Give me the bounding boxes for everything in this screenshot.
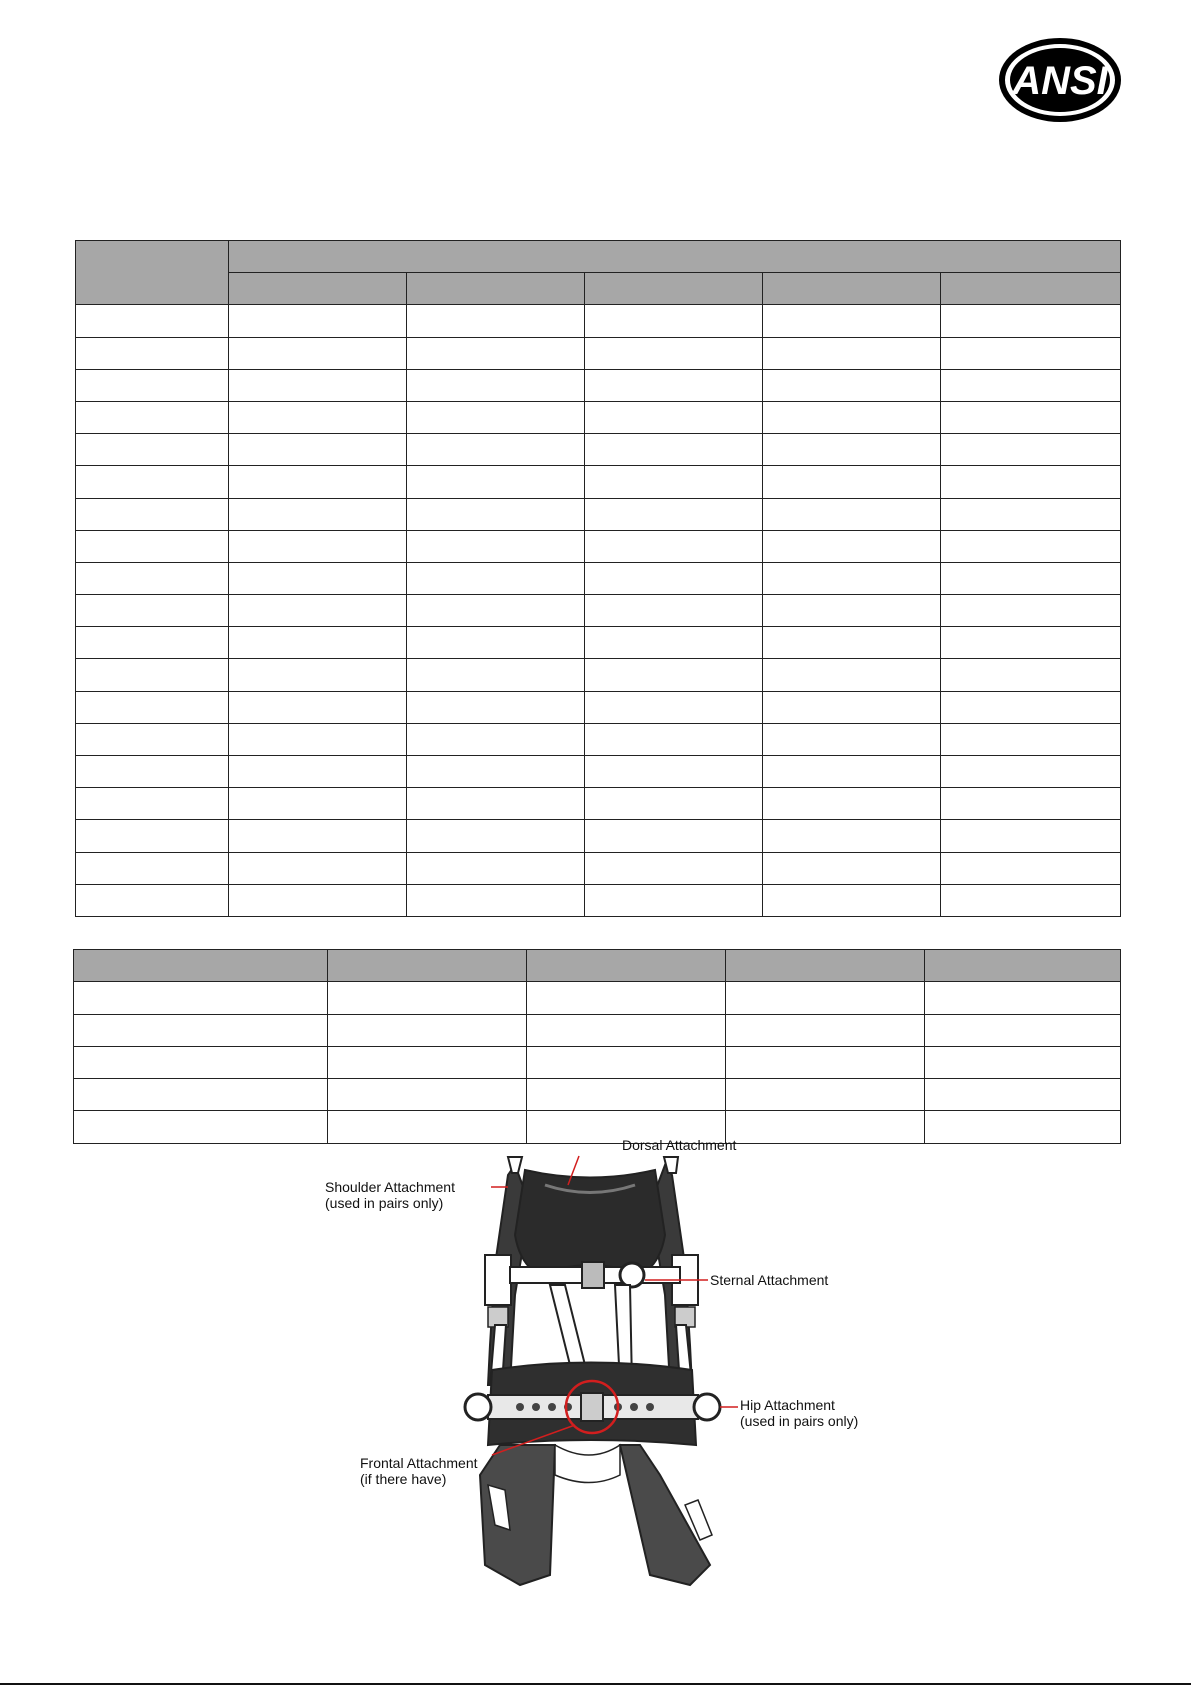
table-cell (229, 884, 407, 916)
table-cell (585, 820, 763, 852)
table-cell (763, 434, 941, 466)
table-cell (585, 401, 763, 433)
table-cell (229, 434, 407, 466)
table-cell (76, 595, 229, 627)
table-cell (585, 305, 763, 337)
table-cell (763, 498, 941, 530)
table-cell (763, 562, 941, 594)
table-cell (229, 530, 407, 562)
column-header (407, 273, 585, 305)
table-cell (941, 884, 1121, 916)
table-cell (229, 466, 407, 498)
table-cell (763, 627, 941, 659)
table-cell (941, 337, 1121, 369)
table-cell (585, 434, 763, 466)
table-row (74, 1079, 1121, 1111)
table-cell (76, 659, 229, 691)
table-row (76, 305, 1121, 337)
table-cell (328, 1079, 527, 1111)
table-cell (229, 852, 407, 884)
table-cell (763, 756, 941, 788)
shoulder-attachment-label: Shoulder Attachment (used in pairs only) (325, 1179, 455, 1211)
ansi-logo (998, 37, 1122, 123)
table-cell (941, 723, 1121, 755)
column-header (74, 950, 328, 982)
table-row (76, 498, 1121, 530)
column-header (229, 273, 407, 305)
table-cell (76, 466, 229, 498)
table-cell (229, 562, 407, 594)
table-cell (328, 1111, 527, 1143)
table-cell (74, 1079, 328, 1111)
group-header (229, 241, 1121, 273)
table-cell (925, 1111, 1121, 1143)
table-cell (229, 756, 407, 788)
table-cell (726, 1111, 925, 1143)
table-cell (585, 627, 763, 659)
table-cell (763, 723, 941, 755)
table-cell (941, 627, 1121, 659)
table-cell (229, 369, 407, 401)
table-cell (76, 498, 229, 530)
table-cell (407, 562, 585, 594)
table-cell (74, 1111, 328, 1143)
column-header (925, 950, 1121, 982)
table-cell (763, 691, 941, 723)
table-cell (76, 820, 229, 852)
table-cell (726, 1014, 925, 1046)
table-cell (763, 466, 941, 498)
harness-diagram (320, 1137, 900, 1615)
table-cell (763, 659, 941, 691)
table-cell (763, 305, 941, 337)
table-cell (74, 1014, 328, 1046)
table-row (76, 401, 1121, 433)
table-cell (941, 691, 1121, 723)
table-cell (229, 498, 407, 530)
table-row (76, 369, 1121, 401)
table-cell (76, 788, 229, 820)
table-cell (763, 401, 941, 433)
table-cell (941, 659, 1121, 691)
hip-attachment-label: Hip Attachment (used in pairs only) (740, 1397, 859, 1429)
table-cell (76, 627, 229, 659)
table-cell (585, 498, 763, 530)
column-header (328, 950, 527, 982)
table-cell (585, 852, 763, 884)
table-cell (407, 788, 585, 820)
table-cell (726, 982, 925, 1014)
frontal-attachment-label: Frontal Attachment (if there have) (360, 1455, 478, 1487)
table-row (76, 530, 1121, 562)
table-cell (76, 852, 229, 884)
table-cell (527, 1046, 726, 1078)
table-row (74, 982, 1121, 1014)
table-row (76, 820, 1121, 852)
main-table-body (76, 305, 1121, 917)
table-cell (763, 852, 941, 884)
table-cell (763, 884, 941, 916)
table-row (76, 627, 1121, 659)
table-cell (407, 466, 585, 498)
table-cell (925, 982, 1121, 1014)
table-cell (229, 401, 407, 433)
table-cell (407, 852, 585, 884)
table-cell (925, 1079, 1121, 1111)
table-cell (407, 595, 585, 627)
table-row (76, 595, 1121, 627)
table-cell (941, 788, 1121, 820)
harness-illustration (320, 1145, 900, 1615)
table-row (76, 756, 1121, 788)
table-header-row (74, 950, 1121, 982)
table-cell (229, 337, 407, 369)
table-header-row (76, 241, 1121, 273)
table-cell (763, 788, 941, 820)
column-header (726, 950, 925, 982)
table-cell (763, 337, 941, 369)
table-cell (585, 530, 763, 562)
column-header (941, 273, 1121, 305)
table-cell (585, 659, 763, 691)
table-cell (941, 852, 1121, 884)
table-cell (229, 691, 407, 723)
table-cell (76, 369, 229, 401)
table-cell (941, 820, 1121, 852)
table-cell (229, 305, 407, 337)
table-cell (585, 562, 763, 594)
secondary-spec-table (73, 949, 1121, 1144)
table-cell (407, 659, 585, 691)
main-spec-table (75, 240, 1121, 917)
table-row (76, 659, 1121, 691)
table-cell (407, 820, 585, 852)
column-header (585, 273, 763, 305)
table-row (76, 466, 1121, 498)
table-cell (76, 401, 229, 433)
table-cell (585, 691, 763, 723)
column-header (763, 273, 941, 305)
table-cell (585, 788, 763, 820)
table-cell (941, 562, 1121, 594)
table-cell (407, 723, 585, 755)
table-row (74, 1014, 1121, 1046)
table-cell (328, 1014, 527, 1046)
table-cell (229, 627, 407, 659)
table-cell (229, 595, 407, 627)
table-cell (763, 369, 941, 401)
table-cell (407, 401, 585, 433)
table-cell (407, 498, 585, 530)
table-cell (328, 982, 527, 1014)
table-cell (726, 1046, 925, 1078)
table-cell (585, 884, 763, 916)
table-cell (229, 820, 407, 852)
table-cell (941, 369, 1121, 401)
table-cell (527, 982, 726, 1014)
table-cell (407, 369, 585, 401)
table-cell (76, 723, 229, 755)
table-row (76, 562, 1121, 594)
table-cell (407, 627, 585, 659)
ansi-logo-text: ANSI (1012, 59, 1108, 103)
table-cell (407, 884, 585, 916)
table-cell (941, 595, 1121, 627)
table-cell (407, 691, 585, 723)
table-row (76, 852, 1121, 884)
table-row (74, 1111, 1121, 1143)
row-label-header (76, 241, 229, 305)
table-cell (74, 1046, 328, 1078)
table-cell (941, 401, 1121, 433)
table-cell (585, 595, 763, 627)
table-row (76, 723, 1121, 755)
table-cell (585, 756, 763, 788)
table-cell (76, 530, 229, 562)
table-cell (941, 434, 1121, 466)
table-row (76, 788, 1121, 820)
table-cell (941, 498, 1121, 530)
table-cell (763, 595, 941, 627)
table-cell (925, 1014, 1121, 1046)
table-cell (726, 1079, 925, 1111)
table-cell (941, 756, 1121, 788)
table-cell (229, 723, 407, 755)
table-cell (328, 1046, 527, 1078)
table-cell (76, 434, 229, 466)
table-cell (585, 723, 763, 755)
table-cell (229, 788, 407, 820)
table-cell (76, 305, 229, 337)
table-cell (76, 884, 229, 916)
table-cell (229, 659, 407, 691)
table-cell (527, 1079, 726, 1111)
secondary-table-body (74, 982, 1121, 1143)
table-row (76, 884, 1121, 916)
table-row (76, 691, 1121, 723)
table-row (76, 434, 1121, 466)
table-cell (407, 434, 585, 466)
table-cell (941, 305, 1121, 337)
sternal-attachment-label: Sternal Attachment (710, 1272, 829, 1288)
table-cell (407, 305, 585, 337)
table-cell (585, 466, 763, 498)
table-row (74, 1046, 1121, 1078)
dorsal-attachment-label: Dorsal Attachment (622, 1137, 737, 1153)
table-row (76, 337, 1121, 369)
table-cell (941, 466, 1121, 498)
table-cell (941, 530, 1121, 562)
table-cell (407, 756, 585, 788)
table-cell (585, 337, 763, 369)
table-cell (763, 820, 941, 852)
table-cell (585, 369, 763, 401)
table-cell (76, 756, 229, 788)
table-cell (763, 530, 941, 562)
table-cell (76, 562, 229, 594)
table-cell (925, 1046, 1121, 1078)
table-cell (76, 691, 229, 723)
table-cell (527, 1014, 726, 1046)
table-subheader-row (76, 273, 1121, 305)
table-cell (407, 337, 585, 369)
column-header (527, 950, 726, 982)
table-cell (407, 530, 585, 562)
table-cell (74, 982, 328, 1014)
table-cell (76, 337, 229, 369)
